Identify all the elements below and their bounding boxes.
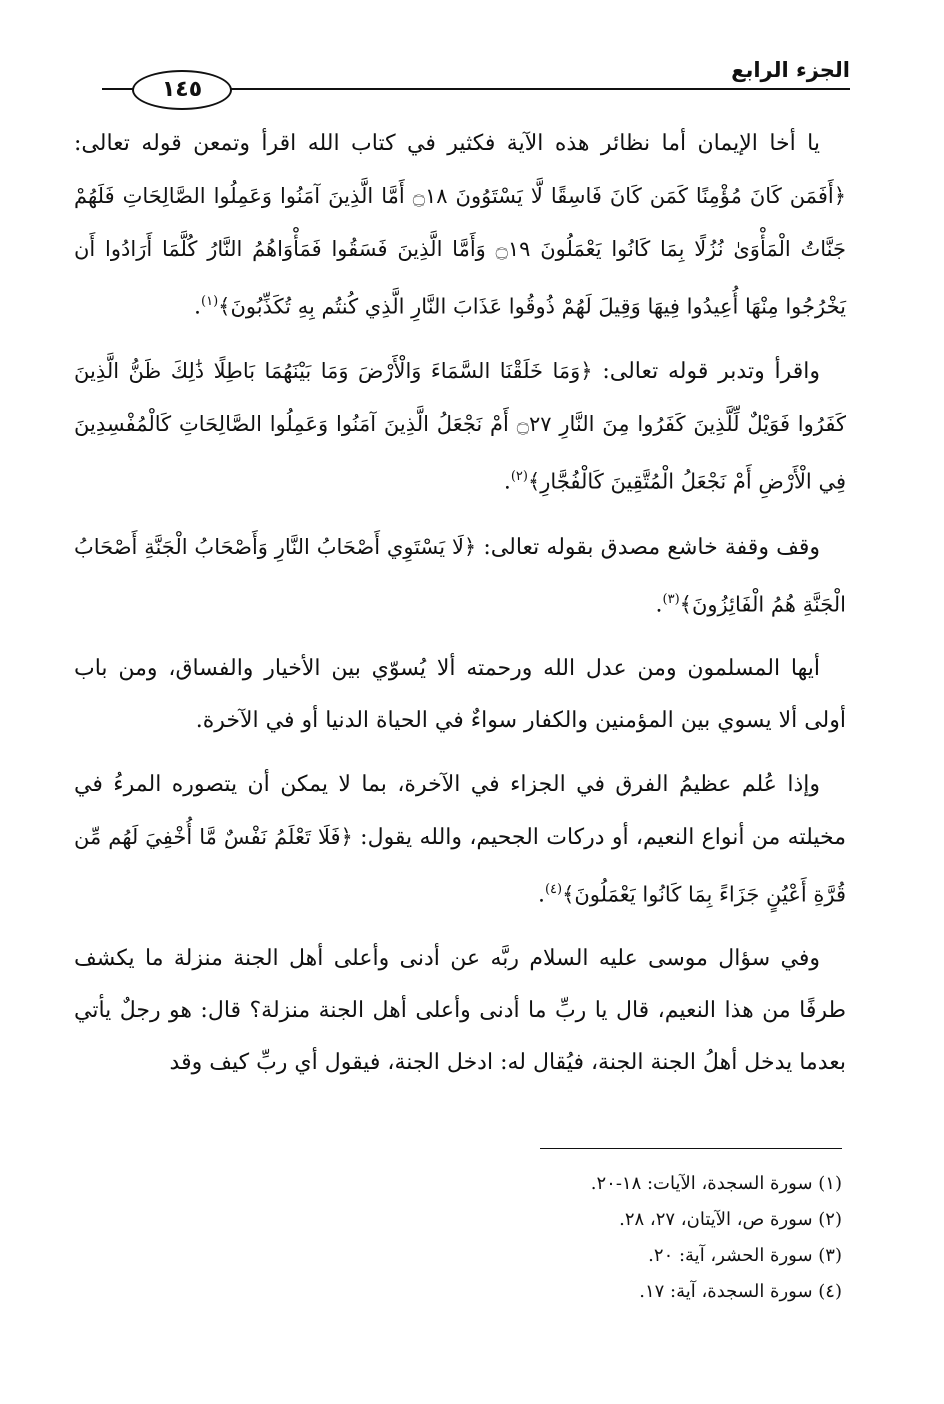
- footnote-separator: [540, 1148, 842, 1149]
- header-rule: [222, 88, 850, 90]
- paragraph: [74, 933, 846, 1089]
- paragraph-text: يا أخا الإيمان أما نظائر هذه الآية فكثير في كتاب الله اقرأ وتمعن قوله تعالى:: [74, 131, 820, 156]
- paragraph-text: وفي سؤال موسى عليه السلام ربَّه عن أدنى وأعلى أهل الجنة منزلة ما يكشف طرفًا من هذا النعيم، قال يا ربِّ ما أدنى وأعلى أهل الجنة منزلة؟ قال: هو رجلٌ يأتي بعدما يدخل أهلُ الجنة الجنة، فيُقال له: ادخل الجنة، فيقول أي ربِّ كيف وقد: [74, 946, 846, 1076]
- footnote-ref: (٢): [510, 469, 528, 485]
- footnote-ref: (١): [201, 294, 219, 309]
- page-header: [72, 52, 850, 100]
- footnote: (١) سورة السجدة، الآيات: ١٨-٢٠.: [590, 1173, 842, 1194]
- main-text: [74, 118, 846, 1101]
- paragraph-end: .: [503, 469, 511, 495]
- paragraph-text: أيها المسلمون ومن عدل الله ورحمته ألا يُسوّي بين الأخيار والفساق، ومن باب أولى ألا يسوي بين المؤمنين والكفار سواءٌ في الحياة الدنيا أو في الآخرة.: [74, 655, 846, 733]
- footnote: (٣) سورة الحشر، آية: ٢٠.: [648, 1245, 842, 1266]
- footnote: (٤) سورة السجدة، آية: ١٧.: [639, 1281, 842, 1302]
- paragraph-text: واقرأ وتدبر قوله تعالى:: [592, 359, 820, 385]
- quran-verse: ﴿لَا يَسْتَوِي أَصْحَابُ النَّارِ وَأَصْحَابُ الْجَنَّةِ أَصْحَابُ الْجَنَّةِ هُمُ الْفَائِزُونَ﴾: [74, 534, 846, 616]
- quran-verse: ﴿فَلَا تَعْلَمُ نَفْسٌ مَّا أُخْفِيَ لَهُم مِّن قُرَّةِ أَعْيُنٍ جَزَاءً بِمَا كَانُوا يَعْمَلُونَ﴾: [74, 824, 846, 907]
- header-rule-tail: [102, 88, 134, 90]
- quran-verse: ﴿أَفَمَن كَانَ مُؤْمِنًا كَمَن كَانَ فَاسِقًا لَّا يَسْتَوُونَ ۝١٨ أَمَّا الَّذِينَ آمَنُوا وَعَمِلُوا الصَّالِحَاتِ فَلَهُمْ جَنَّاتُ الْمَأْوَىٰ نُزُلًا بِمَا كَانُوا يَعْمَلُونَ ۝١٩ وَأَمَّا الَّذِينَ فَسَقُوا فَمَأْوَاهُمُ النَّارُ كُلَّمَا أَرَادُوا أَن يَخْرُجُوا مِنْهَا أُعِيدُوا فِيهَا وَقِيلَ لَهُمْ ذُوقُوا عَذَابَ النَّارِ الَّذِي كُنتُم بِهِ تُكَذِّبُونَ﴾: [74, 184, 847, 319]
- footnote-ref: (٣): [662, 591, 680, 607]
- paragraph: [74, 521, 846, 631]
- paragraph: [74, 345, 846, 508]
- paragraph-text: وقف وقفة خاشع مصدق بقوله تعالى:: [476, 534, 820, 560]
- paragraph: [74, 118, 846, 333]
- part-title: الجزء الرابع: [731, 58, 850, 82]
- paragraph-text: وإذا عُلم عظيمُ الفرق في الجزاء في الآخرة، بما لا يمكن أن يتصوره المرءُ في مخيلته من أنواع النعيم، أو دركات الجحيم، والله يقول:: [74, 771, 846, 850]
- paragraph: [74, 759, 846, 921]
- footnote: (٢) سورة ص، الآيتان، ٢٧، ٢٨.: [619, 1209, 842, 1230]
- footnote-ref: (٤): [544, 881, 563, 897]
- footnotes: [142, 1166, 842, 1310]
- paragraph-end: .: [655, 591, 663, 617]
- paragraph-end: .: [537, 882, 545, 908]
- paragraph: [74, 643, 846, 747]
- paragraph-end: .: [194, 294, 201, 320]
- page-number: ١٤٥: [132, 70, 232, 110]
- quran-verse: ﴿وَمَا خَلَقْنَا السَّمَاءَ وَالْأَرْضَ وَمَا بَيْنَهُمَا بَاطِلًا ذَٰلِكَ ظَنُّ الَّذِينَ كَفَرُوا فَوَيْلٌ لِّلَّذِينَ كَفَرُوا مِنَ النَّارِ ۝٢٧ أَمْ نَجْعَلُ الَّذِينَ آمَنُوا وَعَمِلُوا الصَّالِحَاتِ كَالْمُفْسِدِينَ فِي الْأَرْضِ أَمْ نَجْعَلُ الْمُتَّقِينَ كَالْفُجَّارِ﴾: [74, 359, 846, 494]
